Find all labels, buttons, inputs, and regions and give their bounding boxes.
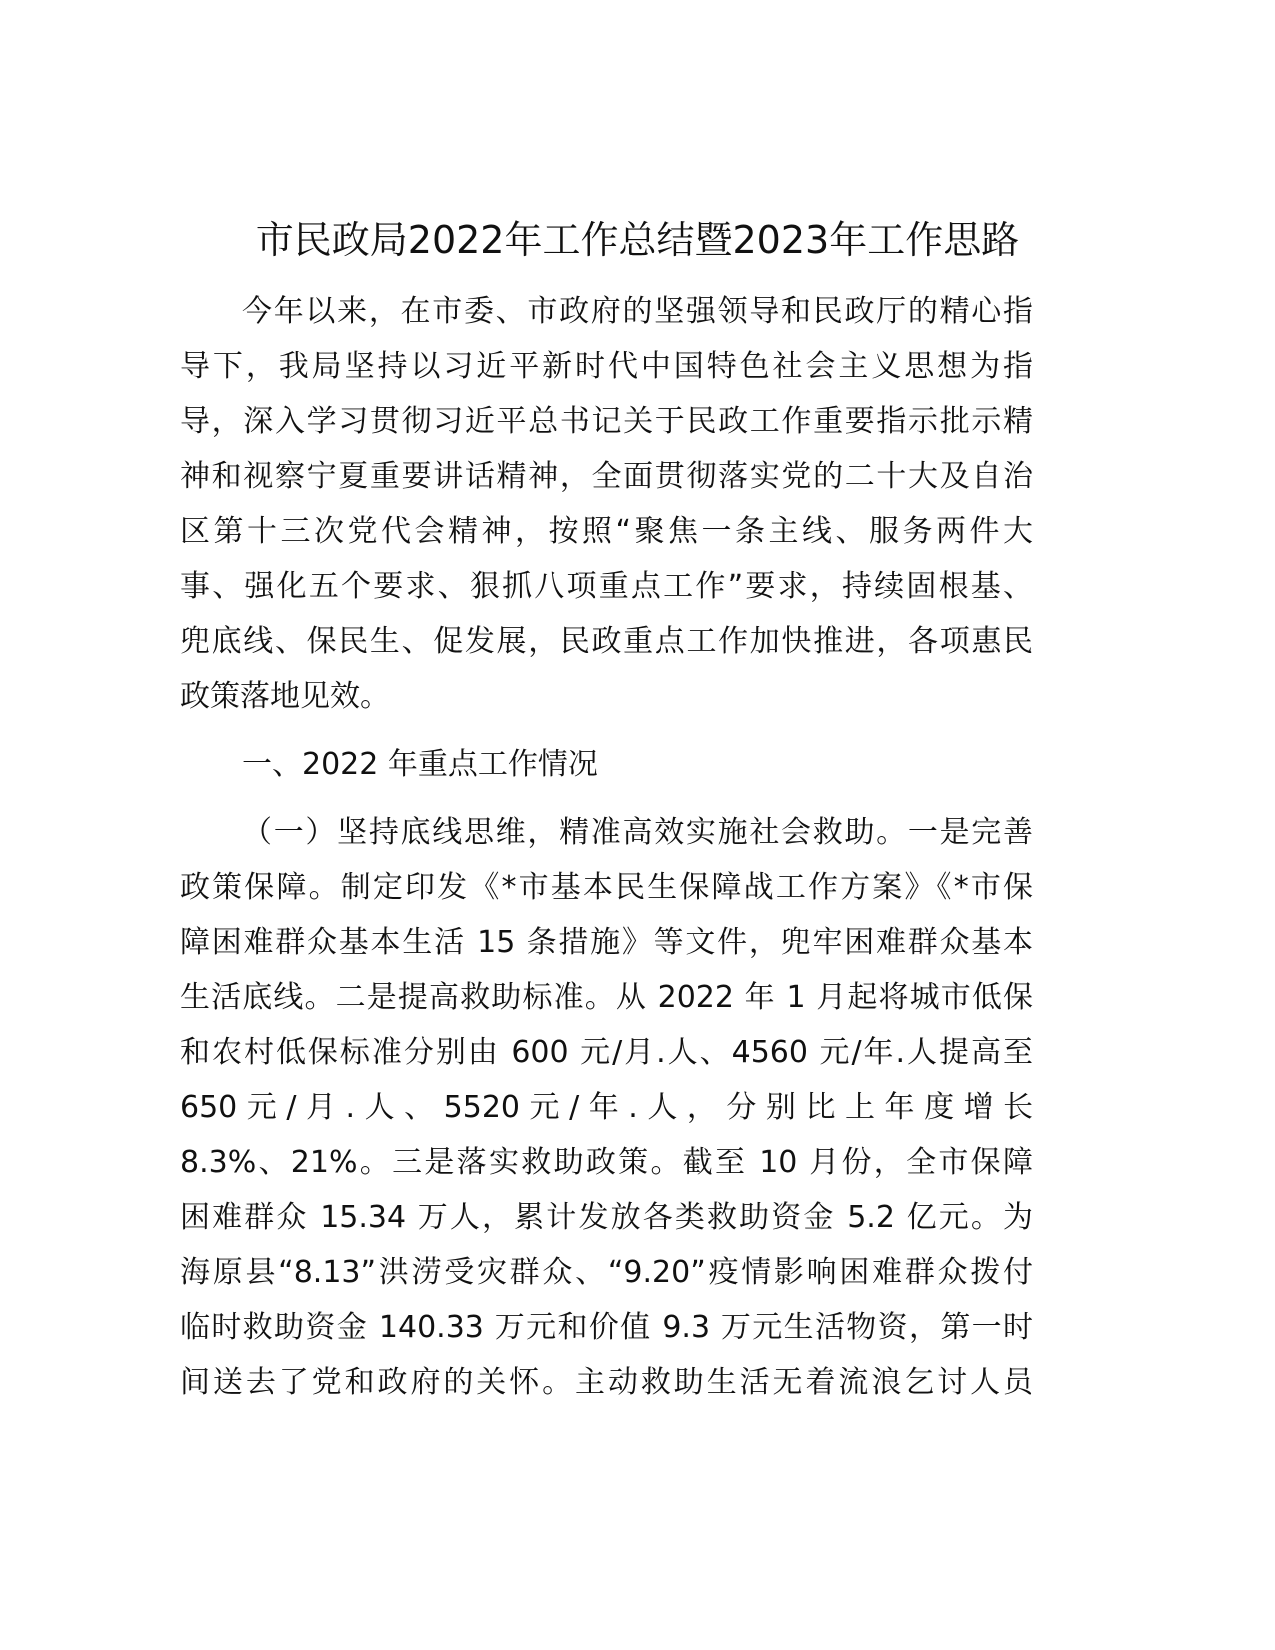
intro-paragraph bbox=[180, 284, 1033, 724]
text-line: 650 元 / 月 . 人 、 5520 元 / 年 . 人 ， 分 别 比 上 年 度 增 长 bbox=[180, 1090, 1034, 1125]
text-line: 兜底线、保民生、促发展，民政重点工作加快推进，各项惠民 bbox=[180, 624, 1033, 659]
text-line: 和农村低保标准分别由 600 元/月.人、4560 元/年.人提高至 bbox=[180, 1035, 1033, 1070]
section-paragraph bbox=[180, 805, 1033, 1410]
text-line: 导下，我局坚持以习近平新时代中国特色社会主义思想为指 bbox=[180, 349, 1033, 384]
text-line: 政策保障。制定印发《*市基本民生保障战工作方案》《*市保 bbox=[180, 870, 1033, 905]
text-line: 8.3%、21%。三是落实救助政策。截至 10 月份，全市保障 bbox=[180, 1145, 1033, 1180]
text-line: 导，深入学习贯彻习近平总书记关于民政工作重要指示批示精 bbox=[180, 404, 1033, 439]
text-line: 神和视察宁夏重要讲话精神，全面贯彻落实党的二十大及自治 bbox=[180, 459, 1033, 494]
document-title: 市民政局2022年工作总结暨2023年工作思路 bbox=[255, 218, 1020, 262]
text-line: 政策落地见效。 bbox=[180, 679, 390, 714]
text-line: 今年以来，在市委、市政府的坚强领导和民政厅的精心指 bbox=[242, 294, 1033, 329]
text-line: 困难群众 15.34 万人，累计发放各类救助资金 5.2 亿元。为 bbox=[180, 1200, 1033, 1235]
document-body bbox=[180, 284, 1033, 1423]
text-line: （一）坚持底线思维，精准高效实施社会救助。一是完善 bbox=[242, 815, 1033, 850]
text-line: 区第十三次党代会精神，按照“聚焦一条主线、服务两件大 bbox=[180, 514, 1033, 549]
text-line: 障困难群众基本生活 15 条措施》等文件，兜牢困难群众基本 bbox=[180, 925, 1033, 960]
heading-line: 一、2022 年重点工作情况 bbox=[242, 747, 598, 782]
text-line: 事、强化五个要求、狠抓八项重点工作”要求，持续固根基、 bbox=[180, 569, 1033, 604]
text-line: 海原县“8.13”洪涝受灾群众、“9.20”疫情影响困难群众拨付 bbox=[180, 1255, 1033, 1290]
text-line: 临时救助资金 140.33 万元和价值 9.3 万元生活物资，第一时 bbox=[180, 1310, 1033, 1345]
text-line: 间送去了党和政府的关怀。主动救助生活无着流浪乞讨人员 bbox=[180, 1365, 1033, 1400]
section-heading bbox=[180, 737, 1033, 792]
text-line: 生活底线。二是提高救助标准。从 2022 年 1 月起将城市低保 bbox=[180, 980, 1033, 1015]
